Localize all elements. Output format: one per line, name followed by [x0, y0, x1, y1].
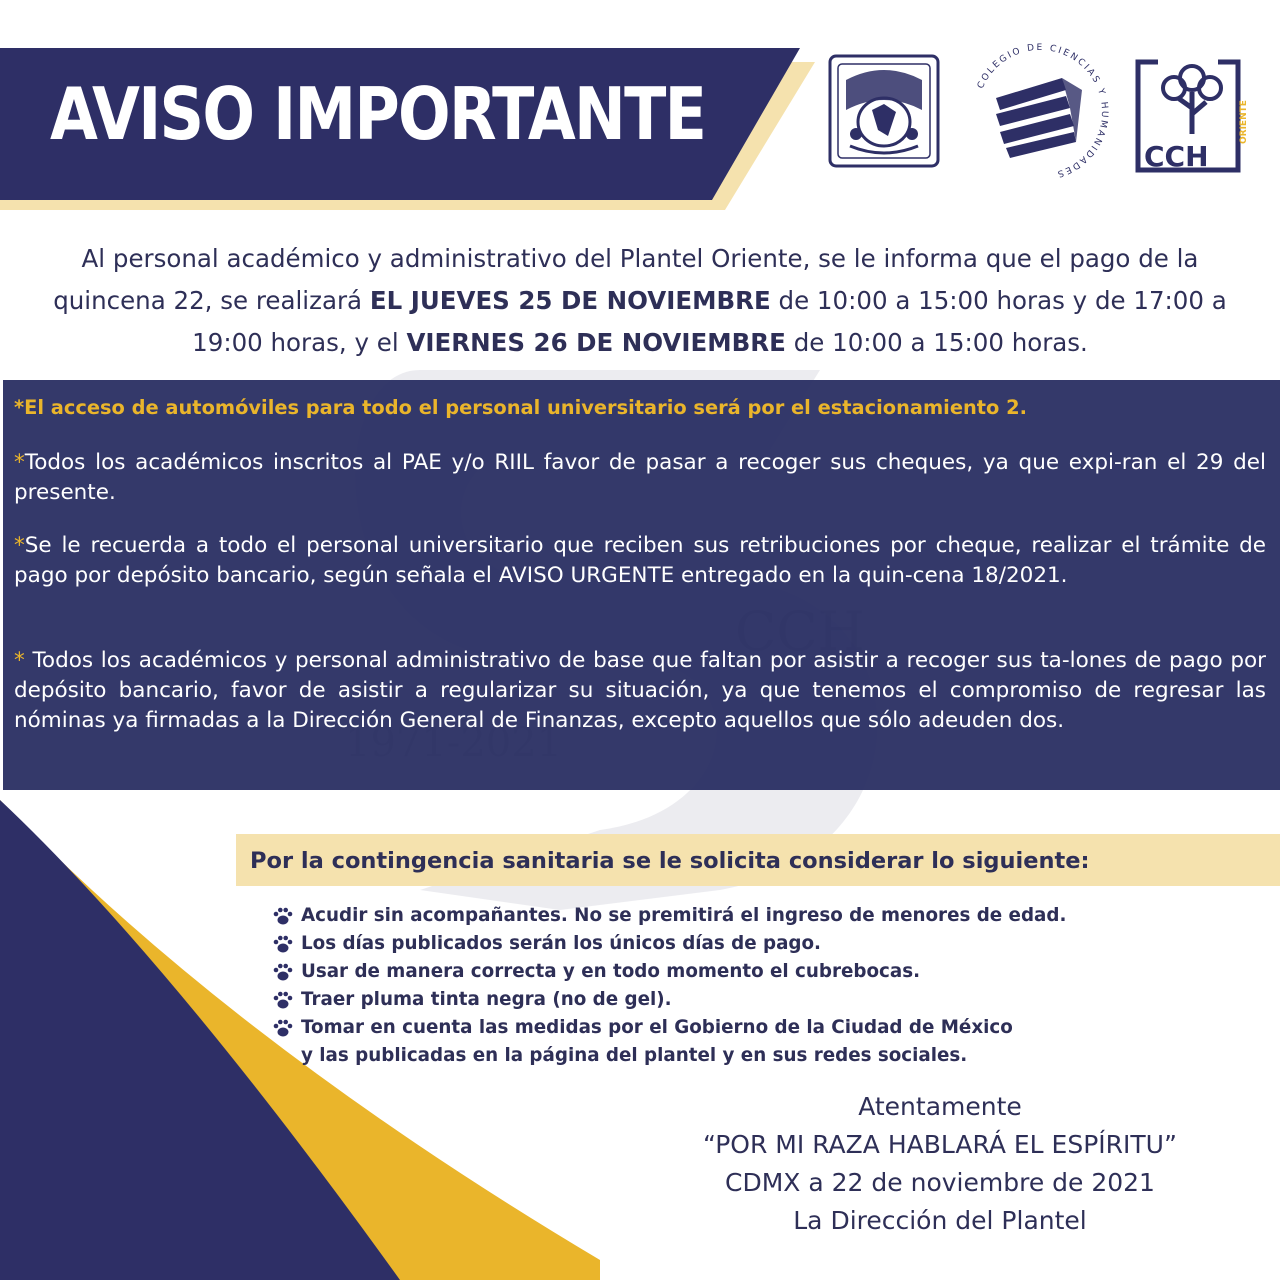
signature-place-date: CDMX a 22 de noviembre de 2021 — [725, 1168, 1155, 1197]
notice-bullet: * — [14, 450, 25, 475]
signature-motto: “POR MI RAZA HABLARÁ EL ESPÍRITU” — [703, 1130, 1177, 1159]
notice-item — [14, 531, 1266, 591]
cch-logo-icon — [966, 38, 1114, 186]
list-item — [272, 930, 1066, 958]
paw-icon — [272, 1017, 294, 1039]
signature-closing: Atentamente — [858, 1092, 1022, 1121]
signature-signer: La Dirección del Plantel — [793, 1206, 1087, 1235]
paw-icon — [272, 933, 294, 955]
paw-icon — [272, 989, 294, 1011]
intro-text-3: de 10:00 a 15:00 horas. — [785, 328, 1088, 357]
cch-ring-text: COLEGIO DE CIENCIAS Y HUMANIDADES — [975, 42, 1110, 179]
contingency-title: Por la contingencia sanitaria se le solicita considerar lo siguiente: — [250, 848, 1090, 874]
notice-text: Todos los académicos y personal administrativo de base que faltan por asistir a recoger sus ta-lones de pago por depósito bancario, favor de asistir a regularizar su situación, ya que tenemos el compromiso de regresar las nóminas ya firmadas a la Dirección General de Finanzas, excepto aquellos que sólo adeuden dos. — [14, 648, 1266, 733]
oriente-logo-side-text: ORIENTE — [1239, 100, 1249, 144]
intro-text-2: de 10:00 a 15:00 horas y de 17:00 a 19:00 horas, y el — [192, 286, 1227, 357]
page-title: AVISO IMPORTANTE — [50, 72, 706, 156]
list-item — [272, 1014, 1066, 1070]
measure-text: Traer pluma tinta negra (no de gel). — [301, 989, 672, 1010]
notice-text: Todos los académicos inscritos al PAE y/o RIIL favor de pasar a recoger sus cheques, ya que expi-ran el 29 del presente. — [14, 450, 1266, 505]
unam-seal-icon — [826, 50, 942, 172]
measure-text: Acudir sin acompañantes. No se premitirá el ingreso de menores de edad. — [301, 905, 1067, 926]
measure-text: Usar de manera correcta y en todo momento el cubrebocas. — [301, 961, 921, 982]
measures-list — [272, 902, 1066, 1070]
intro-text-1: Al personal académico y administrativo del Plantel Oriente, se le informa que el pago de la quincena 22, se realizará — [53, 244, 1199, 315]
notice-text: Se le recuerda a todo el personal universitario que reciben sus retribuciones por cheque, realizar el trámite de pago por depósito bancario, según señala el AVISO URGENTE entregado en la quin-cena 18/2021. — [14, 533, 1266, 588]
parking-notice: *El acceso de automóviles para todo el personal universitario será por el estacionamiento 2. — [14, 396, 1027, 419]
list-item — [272, 958, 1066, 986]
intro-paragraph — [30, 238, 1250, 364]
measure-text: Los días publicados serán los únicos días de pago. — [301, 933, 821, 954]
notice-bullet: * — [14, 533, 25, 558]
notice-bullet: * — [14, 648, 25, 673]
measure-text: Tomar en cuenta las medidas por el Gobierno de la Ciudad de México — [301, 1017, 1013, 1038]
intro-date-1: EL JUEVES 25 DE NOVIEMBRE — [369, 286, 771, 315]
measure-text-continued: y las publicadas en la página del plantel y en sus redes sociales. — [301, 1045, 968, 1066]
notice-item — [14, 646, 1266, 736]
cch-oriente-logo-icon — [1134, 48, 1250, 176]
oriente-logo-letters: CCH — [1144, 140, 1209, 173]
list-item — [272, 902, 1066, 930]
paw-icon — [272, 961, 294, 983]
intro-date-2: VIERNES 26 DE NOVIEMBRE — [406, 328, 786, 357]
paw-icon — [272, 905, 294, 927]
signature-block — [640, 1088, 1240, 1240]
list-item — [272, 986, 1066, 1014]
notice-item — [14, 448, 1266, 508]
